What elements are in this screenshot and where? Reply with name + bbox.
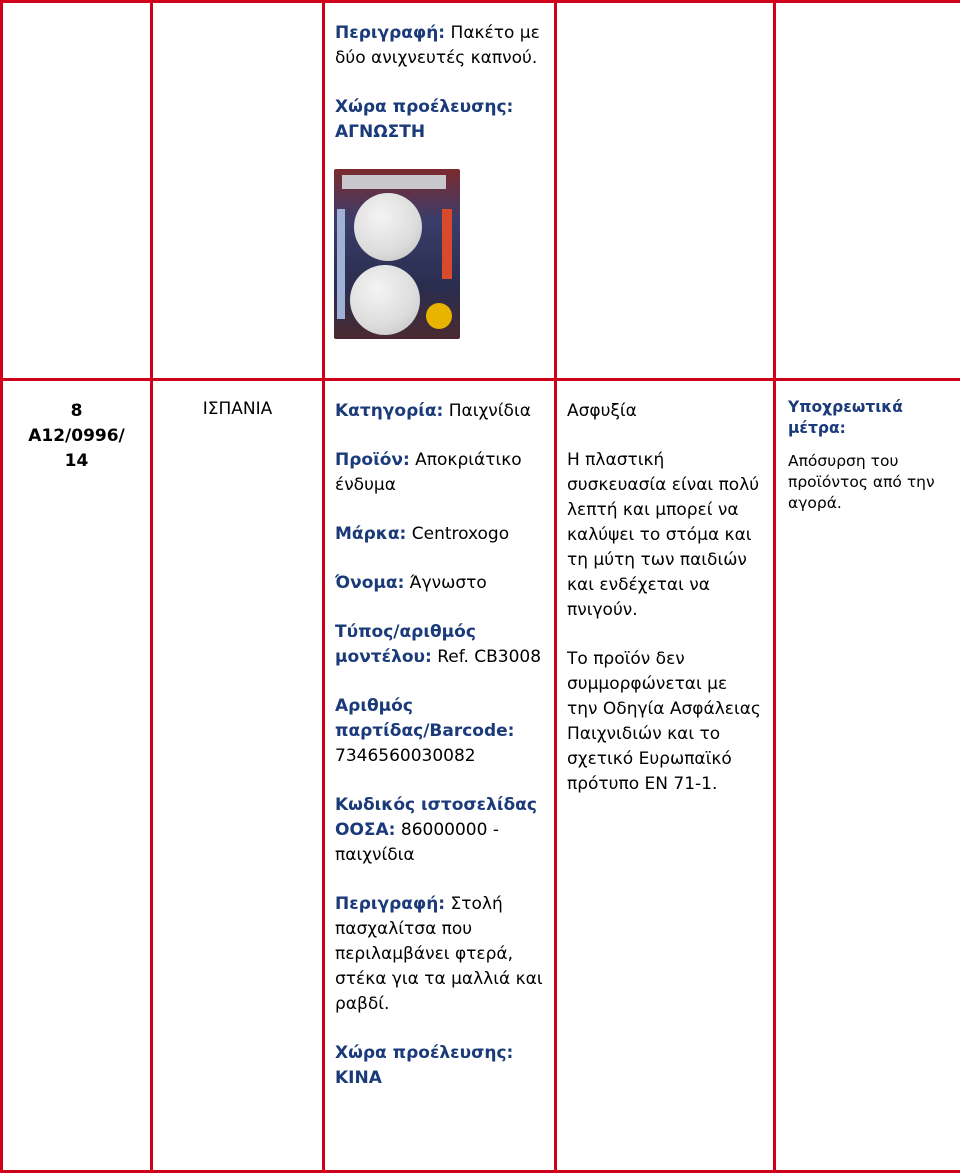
row-number: 8 <box>13 399 140 424</box>
smoke-detector-photo <box>334 169 460 339</box>
cell-empty <box>152 2 324 380</box>
compliance-note: Το προϊόν δεν συμμορφώνεται με την Οδηγία Ασφάλειας Παιχνιδιών και το σχετικό Ευρωπαϊκό πρότυπο EN 71-1. <box>567 647 763 797</box>
origin: Χώρα προέλευσης: ΑΓΝΩΣΤΗ <box>335 95 544 145</box>
cell-empty <box>2 2 152 380</box>
country-cell <box>152 380 324 1172</box>
cell-empty <box>775 2 960 380</box>
risk-type: Ασφυξία <box>567 399 763 424</box>
measures-cell <box>775 380 960 1172</box>
measures: Υποχρεωτικά μέτρα: <box>788 397 948 439</box>
model: Τύπος/αριθμός μοντέλου: Ref. CB3008 <box>335 620 544 670</box>
description: Περιγραφή: Πακέτο με δύο ανιχνευτές καπνού. <box>335 21 544 71</box>
oecd-code: Κωδικός ιστοσελίδας ΟΟΣΑ: 86000000 - παιχνίδια <box>335 793 544 868</box>
ref-cell <box>2 380 152 1172</box>
description: Περιγραφή: Στολή πασχαλίτσα που περιλαμβάνει φτερά, στέκα για τα μαλλιά και ραβδί. <box>335 892 544 1017</box>
category: Κατηγορία: Παιχνίδια <box>335 399 544 424</box>
ref-number: A12/0996/ 14 <box>13 424 140 474</box>
product-cell <box>324 380 556 1172</box>
risk-cell <box>556 380 775 1172</box>
table-row <box>2 380 960 1172</box>
product-cell <box>324 2 556 380</box>
name: Όνομα: Άγνωστο <box>335 571 544 596</box>
cell-empty <box>556 2 775 380</box>
notifying-country: ΙΣΠΑΝΙΑ <box>153 381 322 419</box>
brand: Μάρκα: Centroxogo <box>335 522 544 547</box>
risk-description: Η πλαστική συσκευασία είναι πολύ λεπτή και μπορεί να καλύψει το στόμα και τη μύτη των παιδιών και ενδέχεται να πνιγούν. <box>567 448 763 623</box>
batch-barcode: Αριθμός παρτίδας/Barcode: 7346560030082 <box>335 694 544 769</box>
product: Προϊόν: Αποκριάτικο ένδυμα <box>335 448 544 498</box>
origin: Χώρα προέλευσης: ΚΙΝΑ <box>335 1041 544 1091</box>
table-row <box>2 2 960 380</box>
measures-value: Απόσυρση του προϊόντος από την αγορά. <box>788 451 948 514</box>
